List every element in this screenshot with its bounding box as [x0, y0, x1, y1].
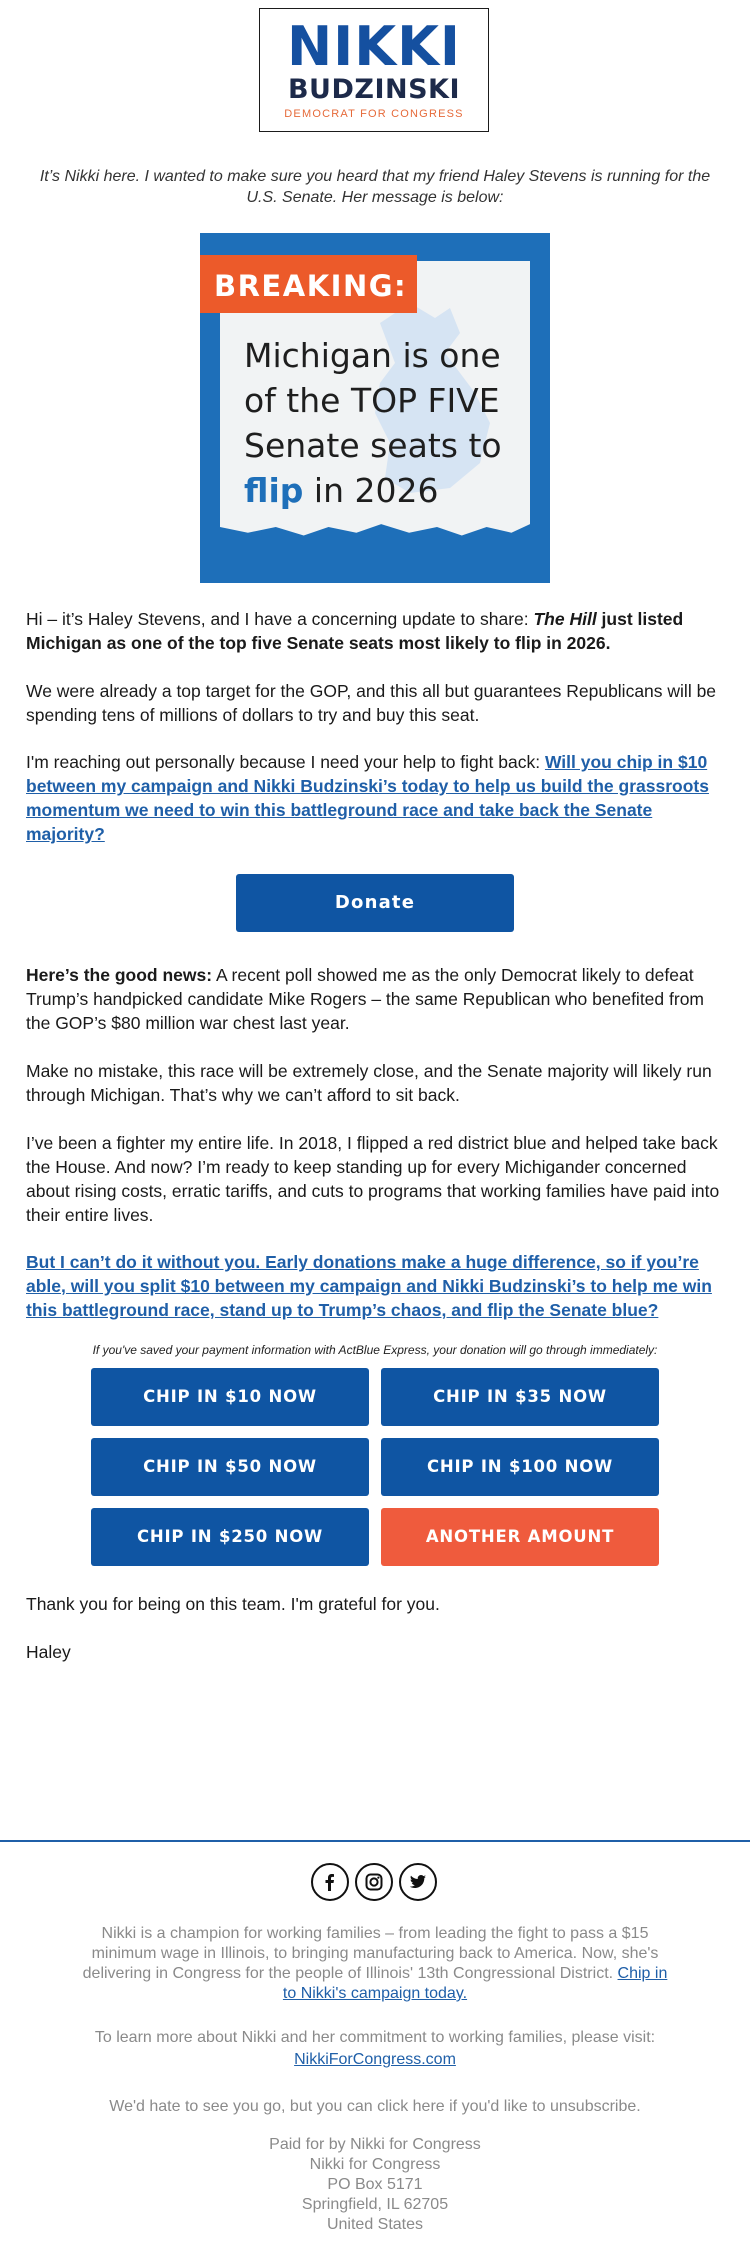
chip-in-50-button[interactable]: CHIP IN $50 NOW	[91, 1438, 369, 1496]
good-news-text: A recent poll showed me as the only Democrat likely to defeat Trump’s handpicked candidate Mike Rogers – the same Republican who benefited from the GOP’s $80 million war chest last year.	[26, 965, 705, 1033]
thanks-text: Thank you for being on this team. I'm grateful for you.	[26, 1594, 440, 1614]
donate-button[interactable]: Donate	[236, 874, 514, 932]
good-news-label: Here’s the good news:	[26, 965, 213, 985]
po-box: PO Box 5171	[327, 2176, 423, 2193]
instagram-icon[interactable]	[355, 1863, 393, 1901]
footer-site-link[interactable]	[80, 2050, 670, 2070]
intro-text: It’s Nikki here. I wanted to make sure you heard that my friend Haley Stevens is running for the U.S. Senate. Her message is below:	[39, 168, 711, 206]
footer-divider	[0, 1840, 750, 1842]
headline-line-4	[244, 468, 544, 513]
chip-in-35-button[interactable]: CHIP IN $35 NOW	[381, 1368, 659, 1426]
chip-in-link[interactable]: Will you chip in $10 between my campaign and Nikki Budzinski’s today to help us build the grassroots momentum we need to win this battleground race and take back the Senate majority?	[26, 752, 709, 844]
headline-line-2: of the TOP FIVE	[244, 381, 500, 420]
site-link-text[interactable]: NikkiForCongress.com	[294, 2051, 456, 2068]
breaking-graphic[interactable]	[200, 233, 550, 583]
another-amount-button[interactable]: ANOTHER AMOUNT	[381, 1508, 659, 1566]
chip-in-100-button[interactable]: CHIP IN $100 NOW	[381, 1438, 659, 1496]
headline-year: in 2026	[303, 471, 439, 510]
twitter-icon[interactable]	[399, 1863, 437, 1901]
headline-line-3: Senate seats to	[244, 426, 502, 465]
facebook-icon[interactable]	[311, 1863, 349, 1901]
split-ask-link[interactable]: But I can’t do it without you. Early donations make a huge difference, so if you’re able, will you split $10 between my campaign and Nikki Budzinski’s to help me win this battleground race, stand up to Trump’s chaos, and flip the Senate blue?	[26, 1252, 712, 1320]
paragraph-fighter: I’ve been a fighter my entire life. In 2018, I flipped a red district blue and helped take back the House. And now? I’m ready to keep standing up for every Michigander concerned about rising costs, erratic tariffs, and cuts to programs that working families have paid into their entire lives.	[26, 1133, 720, 1225]
ask-text: I'm reaching out personally because I need your help to fight back:	[26, 752, 545, 772]
update-bold-text: just listed Michigan as one of the top five Senate seats most likely to flip in 2026.	[26, 609, 684, 653]
headline-line-1: Michigan is one	[244, 336, 501, 375]
footer-about	[80, 1924, 670, 2004]
org-name: Nikki for Congress	[309, 2156, 441, 2173]
paragraph-split-ask	[26, 1250, 726, 1322]
paragraph-close-race: Make no mistake, this race will be extremely close, and the Senate majority will likely run through Michigan. That’s why we can’t afford to sit back.	[26, 1061, 712, 1105]
actblue-note: If you've saved your payment information with ActBlue Express, your donation will go through immediately:	[92, 1343, 658, 1357]
footer-about-text: Nikki is a champion for working families – from leading the fight to pass a $15 minimum wage in Illinois, to bringing manufacturing back to America. Now, she's delivering in Congress for the people of Illinois' 13th Congressional District.	[82, 1925, 659, 1982]
footer-chip-in-link[interactable]: Chip in to Nikki's campaign today.	[282, 1965, 668, 2002]
paragraph-ask	[26, 750, 726, 846]
country: United States	[326, 2216, 424, 2233]
flip-word: flip	[244, 471, 304, 510]
chip-in-250-button[interactable]: CHIP IN $250 NOW	[91, 1508, 369, 1566]
paid-for-by: Paid for by Nikki for Congress	[269, 2136, 481, 2153]
logo-tagline: DEMOCRAT FOR CONGRESS	[284, 108, 464, 120]
signoff: Haley	[26, 1642, 71, 1662]
footer-learn-more: To learn more about Nikki and her commitment to working families, please visit:	[94, 2029, 656, 2046]
campaign-logo[interactable]	[259, 8, 489, 132]
the-hill-title: The Hill	[533, 609, 597, 629]
update-text: Hi – it’s Haley Stevens, and I have a concerning update to share:	[26, 609, 534, 629]
paragraph-good-news	[26, 963, 726, 1035]
chip-in-10-button[interactable]: CHIP IN $10 NOW	[91, 1368, 369, 1426]
city-state-zip: Springfield, IL 62705	[301, 2196, 449, 2213]
logo-first-name: NIKKI	[286, 15, 462, 78]
paragraph-target: We were already a top target for the GOP, and this all but guarantees Republicans will be spending tens of millions of dollars to try and buy this seat.	[26, 681, 717, 725]
logo-last-name: BUDZINSKI	[287, 74, 461, 105]
paragraph-update	[26, 607, 726, 655]
breaking-tag-text: BREAKING:	[214, 269, 408, 303]
breaking-headline	[244, 333, 544, 513]
unsubscribe-text[interactable]: We'd hate to see you go, but you can click here if you'd like to unsubscribe.	[109, 2098, 641, 2115]
